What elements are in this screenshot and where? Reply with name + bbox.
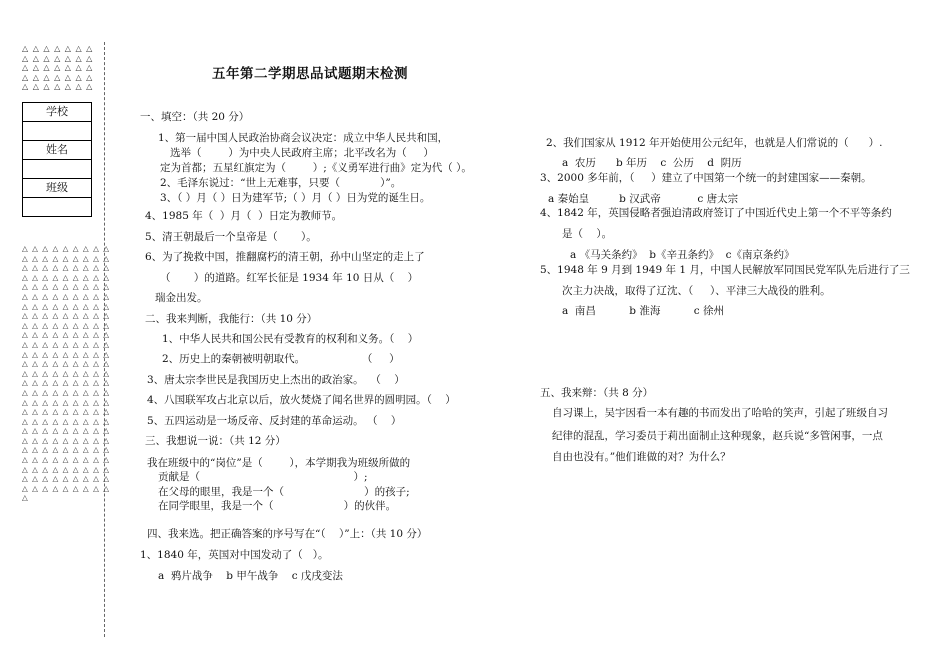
say-line4: 在同学眼里，我是一个（ ）的伙伴。	[158, 500, 397, 512]
choice-q3: 3、2000 多年前，（ ）建立了中国第一个统一的封建国家——秦朝。	[540, 172, 872, 184]
name-label: 姓名	[23, 141, 91, 160]
school-field[interactable]	[23, 122, 91, 141]
decorative-triangles-top: △ △ △ △ △ △ △ △ △ △ △ △ △ △ △ △ △ △ △ △ △ △ △ △ △ △ △ △ △ △ △ △ △ △ △	[22, 44, 94, 91]
fill-q3: 3、（ ）月（ ）日为建军节;（ ）月（ ）日为党的诞生日。	[160, 192, 431, 204]
fill-q1-line1: 1、第一届中国人民政治协商会议决定：成立中华人民共和国，	[158, 132, 449, 144]
section-3-heading: 三、我想说一说：（共 12 分）	[145, 435, 286, 447]
fold-line	[104, 42, 105, 637]
class-field[interactable]	[23, 198, 91, 216]
fill-q4: 4、1985 年（ ）月（ ）日定为教师节。	[145, 210, 343, 222]
judge-q3: 3、唐太宗李世民是我国历史上杰出的政治家。 （ ）	[147, 374, 405, 386]
say-line1: 我在班级中的“岗位”是（ ），本学期我为班级所做的	[147, 457, 411, 469]
debate-line1: 自习课上，吴宇因看一本有趣的书而发出了哈哈的笑声，引起了班级自习	[552, 407, 888, 419]
fill-q6-line2: （ ）的道路。红军长征是 1934 年 10 日从（ ）	[160, 272, 419, 284]
choice-q2: 2、我们国家从 1912 年开始使用公元纪年，也就是人们常说的（ ）.	[546, 137, 883, 149]
choice-q4-line1: 4、1842 年，英国侵略者强迫清政府签订了中国近代史上第一个不平等条约	[540, 207, 892, 219]
section-5-heading: 五、我来辩：（共 8 分）	[540, 387, 654, 399]
say-line3: 在父母的眼里，我是一个（ ）的孩子;	[158, 486, 410, 498]
debate-line3: 自由也没有。”他们谁做的对？为什么？	[552, 451, 731, 463]
choice-q5-line1: 5、1948 年 9 月到 1949 年 1 月，中国人民解放军同国民党军队先后进行了三	[540, 264, 910, 276]
judge-q4: 4、八国联军攻占北京以后，放火焚烧了闻名世界的圆明园。（ ）	[147, 394, 456, 406]
fill-q5: 5、清王朝最后一个皇帝是（ ）。	[145, 231, 317, 243]
section-2-heading: 二、我来判断，我能行：（共 10 分）	[145, 313, 318, 325]
choice-q1: 1、1840 年，英国对中国发动了（ ）。	[140, 549, 329, 561]
fill-q2: 2、毛泽东说过：“世上无难事，只要（ ）”。	[160, 177, 402, 189]
choice-q4-options: a 《马关条约》 b《辛丑条约》 c《南京条约》	[570, 249, 795, 261]
fill-q6-line3: 瑞金出发。	[155, 292, 208, 304]
name-field[interactable]	[23, 160, 91, 179]
student-info-box	[22, 102, 92, 217]
choice-q2-options: a 农历 b 年历 c 公历 d 阴历	[562, 157, 742, 169]
judge-q1: 1、中华人民共和国公民有受教育的权利和义务。（ ）	[162, 333, 419, 345]
judge-q2: 2、历史上的秦朝被明朝取代。 （ ）	[162, 353, 400, 365]
fill-q6-line1: 6、为了挽救中国，推翻腐朽的清王朝，孙中山坚定的走上了	[145, 251, 425, 263]
choice-q3-options: a 秦始皇 b 汉武帝 c 唐太宗	[548, 193, 739, 205]
class-label: 班级	[23, 179, 91, 198]
say-line2: 贡献是（ ）;	[158, 471, 368, 483]
section-4-heading: 四、我来选。把正确答案的序号写在“（ ）”上：（共 10 分）	[147, 528, 428, 540]
section-1-heading: 一、填空：（共 20 分）	[140, 111, 250, 123]
fill-q1-line2: 选举（ ）为中央人民政府主席；北平改名为（ ）	[170, 147, 434, 159]
choice-q5-options: a 南昌 b 淮海 c 徐州	[562, 305, 724, 317]
choice-q5-line2: 次主力决战，取得了辽沈、（ ）、平津三大战役的胜利。	[562, 285, 831, 297]
choice-q1-options: a 鸦片战争 b 甲午战争 c 戊戌变法	[158, 570, 343, 582]
decorative-triangles-bottom: △ △ △ △ △ △ △ △ △ △ △ △ △ △ △ △ △ △ △ △ △ △ △ △ △ △ △ △ △ △ △ △ △ △ △ △ △ △ △ △ △ △ △ △ △ △ △ △ △ △ △ △ △ △ △ △ △ △ △ △ △ △ △ △ △ △ △ △ △ △ △ △ △ △ △ △ △ △ △ △ △ △ △ △ △ △ △ △ △ △ △ △ △ △ △ △ △ △ △ △ △ △ △ △ △ △ △ △ △ △ △ △ △ △ △ △ △ △ △ △ △ △ △ △ △ △ △ △ △ △ △ △ △ △ △ △ △ △ △ △ △ △ △ △ △ △ △ △ △ △ △ △ △ △ △ △ △ △ △ △ △ △ △ △ △ △ △ △ △ △ △ △ △ △ △ △ △ △ △ △ △ △ △ △ △ △ △ △ △ △ △ △ △ △ △ △ △ △ △ △ △ △ △ △ △ △ △ △ △ △ △ △ △ △ △ △ △ △ △ △ △ △ △ △ △ △ △ △ △ △ △ △ △ △ △	[22, 244, 110, 503]
fill-q1-line3: 定为首都；五星红旗定为（ ）;《义勇军进行曲》定为代（ ）。	[160, 162, 472, 174]
school-label: 学校	[23, 103, 91, 122]
judge-q5: 5、五四运动是一场反帝、反封建的革命运动。 （ ）	[147, 415, 402, 427]
choice-q4-line2: 是（ ）。	[562, 228, 613, 240]
exam-title: 五年第二学期思品试题期末检测	[212, 66, 408, 82]
debate-line2: 纪律的混乱，学习委员于莉出面制止这种现象，赵兵说“多管闲事，一点	[552, 430, 883, 442]
